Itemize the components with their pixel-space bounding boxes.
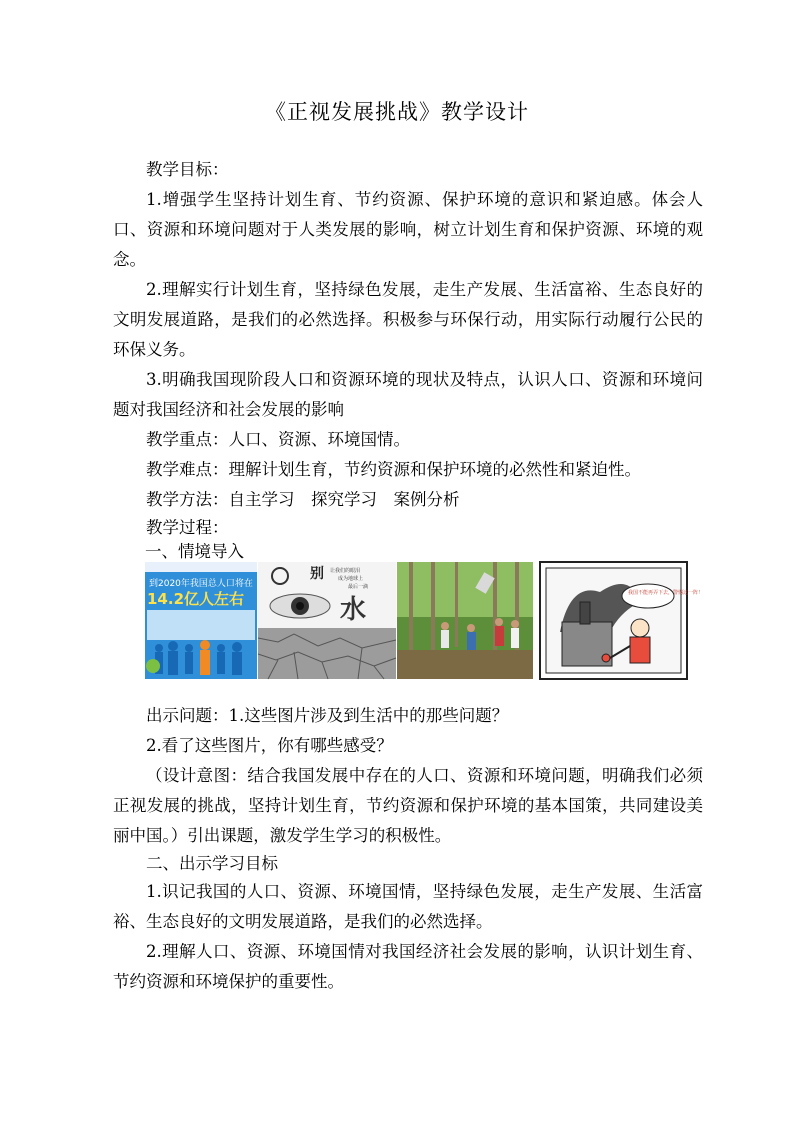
intro-image-strip: [145, 562, 704, 679]
objective-1: 1.识记我国的人口、资源、环境国情，坚持绿色发展，走生产发展、生活富裕、生态良好的文明发展道路，是我们的必然选择。: [113, 882, 703, 931]
process-heading: 教学过程：: [146, 518, 229, 537]
goals-heading: 教学目标：: [146, 160, 229, 179]
infographic-headline-a: 到2020年我国总人口将在: [149, 579, 253, 589]
tree-planting-photo: [397, 562, 533, 679]
question-1: 出示问题：1.这些图片涉及到生活中的那些问题？: [146, 706, 509, 725]
poster-line-2: 成为地球上: [338, 576, 364, 582]
goal-1: 1.增强学生坚持计划生育、节约资源、保护环境的意识和紧迫感。体会人口、资源和环境问题对于人类发展的影响，树立计划生育和保护资源、环境的观念。: [113, 190, 703, 269]
section-2-heading: 二、出示学习目标: [146, 854, 278, 873]
water-scarcity-poster: [258, 562, 396, 679]
poster-title-char: 别: [310, 566, 324, 582]
pollution-cartoon: [540, 562, 704, 679]
infographic-headline-b: 14.2亿人左右: [147, 590, 245, 608]
population-infographic: [145, 562, 257, 679]
poster-water-char: 水: [340, 595, 367, 625]
poster-line-3: 最后一滴: [348, 584, 369, 590]
cartoon-speech-bubble: 我国不能再弄下去，警惕这一阵！: [628, 590, 704, 596]
poster-line-1: 让我们的眼泪: [330, 568, 361, 574]
section-1-heading: 一、情境导入: [145, 542, 244, 561]
question-2: 2.看了这些图片，你有哪些感受？: [146, 736, 393, 755]
methods: 教学方法：自主学习 探究学习 案例分析: [146, 490, 460, 509]
document-title: 《正视发展挑战》教学设计: [265, 100, 529, 124]
objective-2: 2.理解人口、资源、环境国情对我国经济社会发展的影响，认识计划生育、节约资源和环境保护的重要性。: [113, 942, 703, 991]
difficulty: 教学难点：理解计划生育，节约资源和保护环境的必然性和紧迫性。: [146, 460, 641, 479]
goal-2: 2.理解实行计划生育，坚持绿色发展，走生产发展、生活富裕、生态良好的文明发展道路，是我们的必然选择。积极参与环保行动，用实际行动履行公民的环保义务。: [113, 280, 703, 359]
design-intent: （设计意图：结合我国发展中存在的人口、资源和环境问题，明确我们必须正视发展的挑战，坚持计划生育，节约资源和保护环境的基本国策，共同建设美丽中国。）引出课题，激发学生学习的积极性。: [113, 766, 703, 845]
key-point: 教学重点：人口、资源、环境国情。: [146, 430, 410, 449]
goal-3: 3.明确我国现阶段人口和资源环境的现状及特点，认识人口、资源和环境问题对我国经济和社会发展的影响: [113, 370, 703, 419]
